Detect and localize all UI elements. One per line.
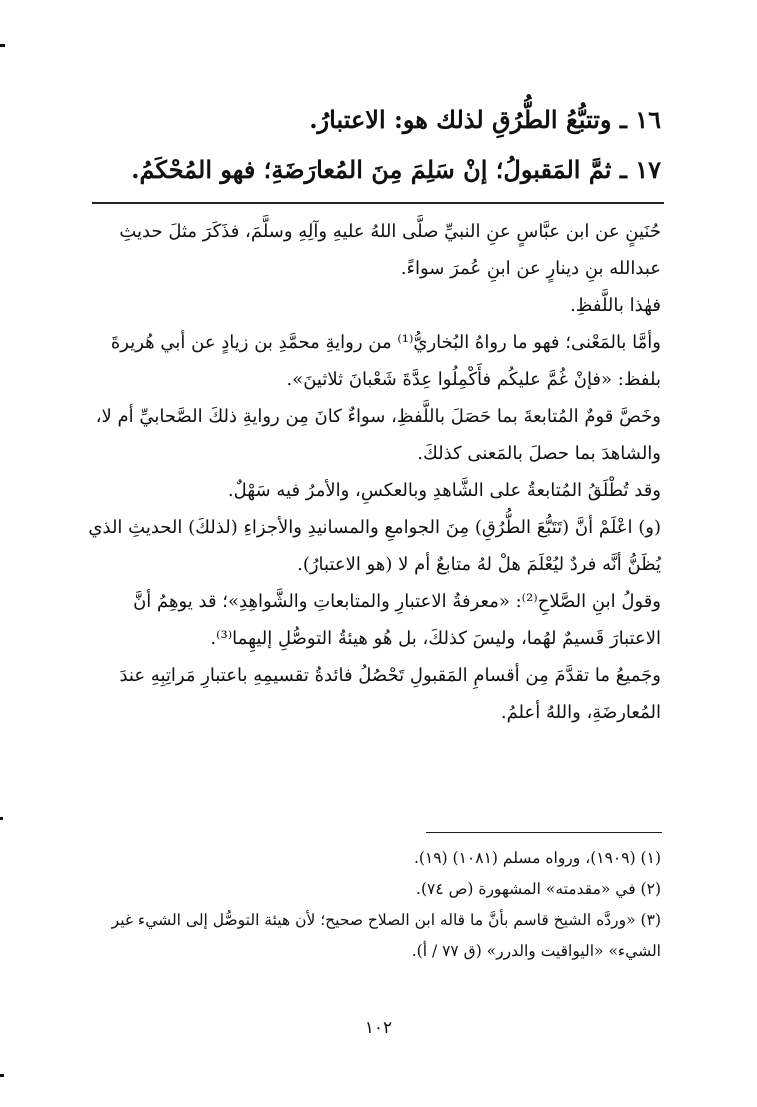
commentary-paragraph: وأمَّا بالمَعْنى؛ فهو ما رواهُ البُخاريُّ⁽¹⁾ من روايةِ محمَّدِ بن زيادٍ عن أبي هُريرةَ بلفظ: «فإنْ غُمَّ عليكُم فأَكْمِلُوا عِدَّةَ شَعْبانَ ثلاثينَ». [110,332,661,390]
scan-edge-mark [0,44,5,47]
scan-edge-mark [0,817,3,820]
footnotes [85,843,661,967]
matn-heading-17: ١٧ ـ ثمَّ المَقبولُ؛ إنْ سَلِمَ مِنَ المُعارَضَةِ؛ فهو المُحْكَمُ. [131,155,661,184]
page-number: ١٠٢ [364,1018,393,1038]
footnote-2: (٢) في «مقدمته» المشهورة (ص ٧٤). [416,880,661,898]
commentary-body [85,213,661,731]
commentary-paragraph: وقد تُطْلَقُ المُتابعةُ على الشَّاهدِ وبالعكسِ، والأمرُ فيه سَهْلٌ. [227,480,661,501]
footnote-3: (٣) «وردَّه الشيخ قاسم بأنَّ ما قاله ابن الصلاح صحيح؛ لأن هيئة التوصُّل إلى الشيء غير الشيء» «اليواقيت والدرر» (ق ٧٧ / أ). [111,911,661,960]
footnote-1: (١) (١٩٠٩)، ورواه مسلم (١٠٨١) (١٩). [413,849,661,867]
footnote-divider [426,832,662,833]
scan-edge-mark [0,1074,4,1077]
commentary-paragraph: حُنَينٍ عن ابن عبَّاسٍ عنِ النبيِّ صلَّى اللهُ عليهِ وآلِهِ وسلَّمَ، فذَكَرَ مثلَ حديثِ عبدالله بنِ دينارٍ عن ابنِ عُمرَ سواءً. [119,221,661,279]
commentary-paragraph: وجَميعُ ما تقدَّمَ مِن أقسامِ المَقبولِ تَحْصُلُ فائدةُ تقسيمِهِ باعتبارِ مَراتِبِهِ عندَ المُعارضَةِ، واللهُ أعلمُ. [119,665,661,723]
matn-divider [92,202,664,204]
matn-heading-16: ١٦ ـ وتتبُّعُ الطُّرُقِ لذلك هو: الاعتبارُ. [309,105,661,134]
commentary-paragraph: (و) اعْلَمْ أنَّ (تَتَبُّعَ الطُّرُقِ) مِنَ الجوامعِ والمسانيدِ والأجزاءِ (لذلكَ) الحديثِ الذي يُظَنُّ أنَّه فردٌ ليُعْلَمَ هلْ لهُ متابعٌ أم لا (هو الاعتبارُ). [88,517,661,575]
commentary-paragraph: فهٰذا باللَّفظِ. [570,295,661,316]
commentary-paragraph: وقولُ ابنِ الصَّلاحِ⁽²⁾: «معرفةُ الاعتبارِ والمتابعاتِ والشَّواهِدِ»؛ قد يوهِمُ أنَّ الاعتبارَ قَسيمٌ لهُما، وليسَ كذلكَ، بل هُو هيئةُ التوصُّلِ إليهِما⁽³⁾. [133,591,661,649]
commentary-paragraph: وخَصَّ قومٌ المُتابعةَ بما حَصَلَ باللَّفظِ، سواءٌ كانَ مِن روايةِ ذلكَ الصَّحابيِّ أم لا، والشاهدَ بما حصلَ بالمَعنى كذلكَ. [95,406,661,464]
